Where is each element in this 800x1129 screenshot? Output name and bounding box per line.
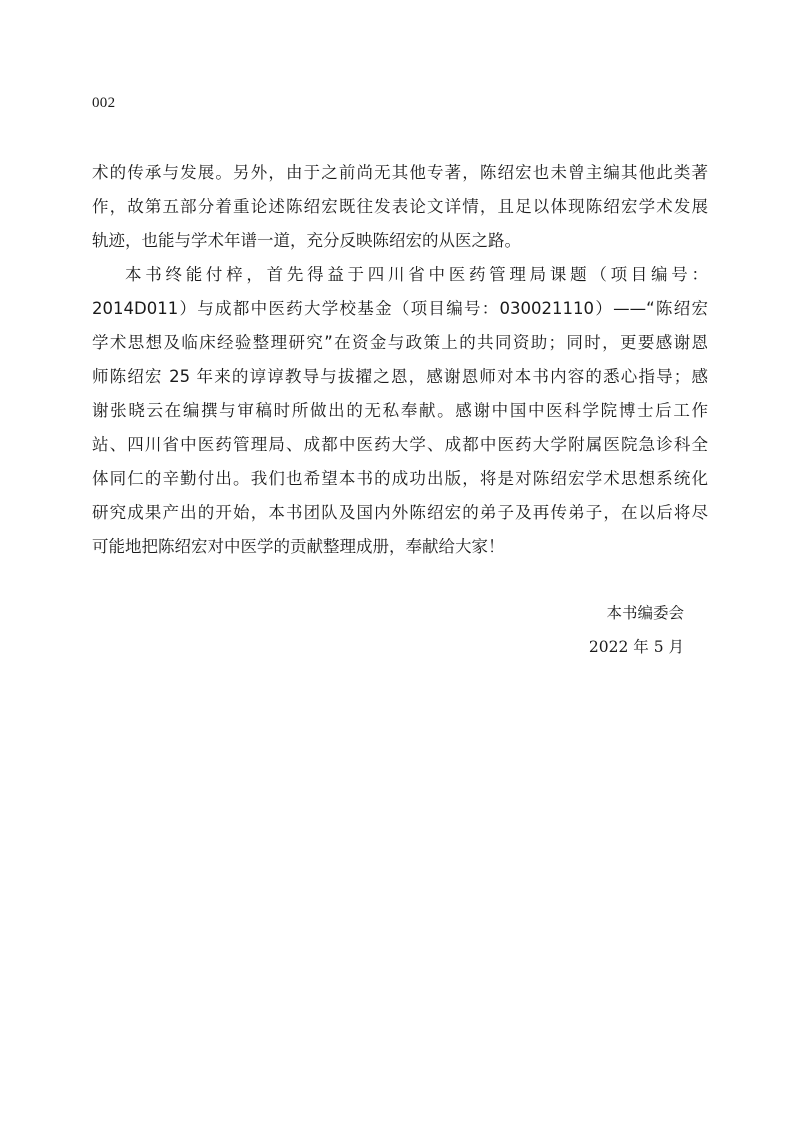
- signature-block: [589, 596, 684, 664]
- text-line: 术的传承与发展。另外，由于之前尚无其他专著，陈绍宏也未曾主编其他此类著: [92, 163, 708, 182]
- text-line: 师陈绍宏 25 年来的谆谆教导与拔擢之恩，感谢恩师对本书内容的悉心指导；感: [92, 367, 708, 386]
- body-text: [92, 156, 708, 564]
- paragraph-2: [92, 258, 708, 564]
- page-number: 002: [92, 95, 116, 111]
- text-line: 研究成果产出的开始，本书团队及国内外陈绍宏的弟子及再传弟子，在以后将尽: [92, 503, 708, 522]
- text-line: 轨迹，也能与学术年谱一道，充分反映陈绍宏的从医之路。: [92, 231, 521, 250]
- paragraph-1: [92, 156, 708, 258]
- signature-date: 2022 年 5 月: [588, 638, 684, 656]
- text-line: 可能地把陈绍宏对中医学的贡献整理成册，奉献给大家！: [92, 537, 505, 556]
- text-line: 谢张晓云在编撰与审稿时所做出的无私奉献。感谢中国中医科学院博士后工作: [92, 401, 708, 420]
- text-line: 作，故第五部分着重论述陈绍宏既往发表论文详情，且足以体现陈绍宏学术发展: [92, 197, 708, 216]
- text-line: 2014D011）与成都中医药大学校基金（项目编号：030021110）——“陈绍宏: [92, 299, 708, 318]
- text-line: 体同仁的辛勤付出。我们也希望本书的成功出版，将是对陈绍宏学术思想系统化: [92, 469, 708, 488]
- text-line: 本书终能付梓，首先得益于四川省中医药管理局课题（项目编号：: [125, 265, 708, 284]
- text-line: 学术思想及临床经验整理研究”在资金与政策上的共同资助；同时，更要感谢恩: [92, 333, 708, 352]
- signature-author: 本书编委会: [606, 604, 684, 622]
- text-line: 站、四川省中医药管理局、成都中医药大学、成都中医药大学附属医院急诊科全: [92, 435, 708, 454]
